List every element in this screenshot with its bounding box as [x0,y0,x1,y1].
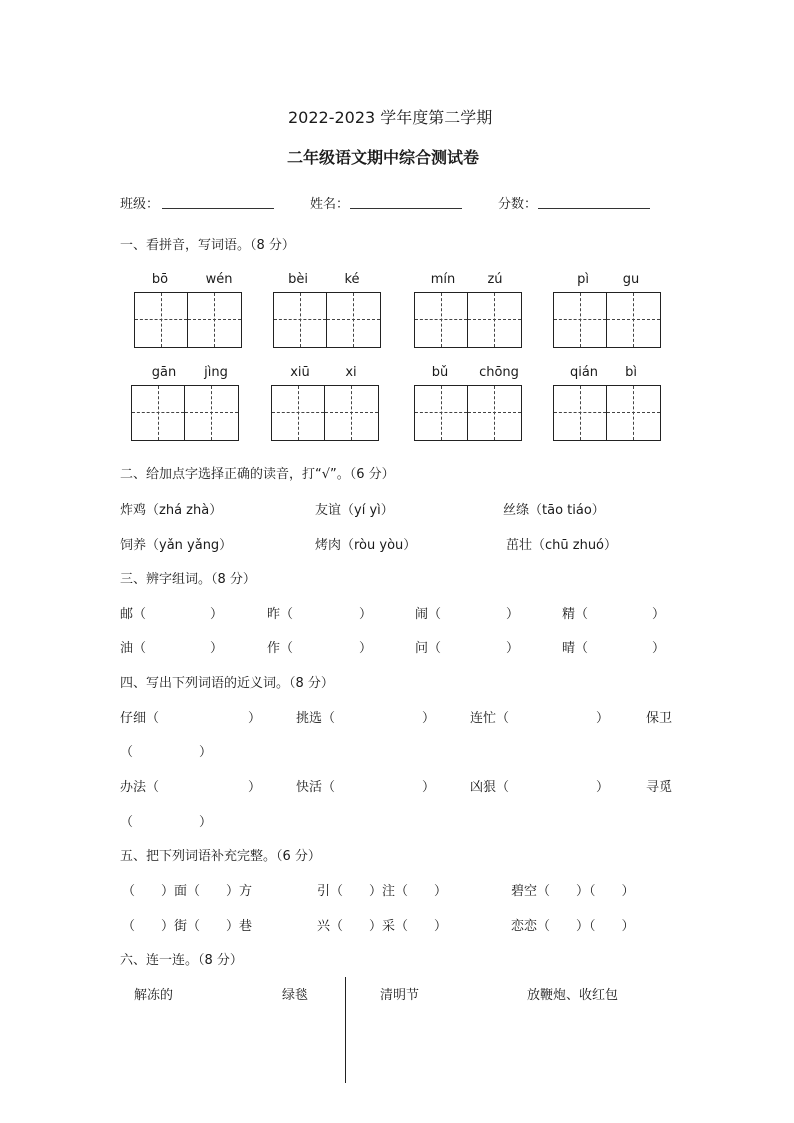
section-6-title: 六、连一连。（8 分） [120,953,243,968]
synonym-close: ） [422,780,436,795]
synonym-item: 仔细（ [120,711,160,726]
word-group-close: ） [359,607,373,622]
word-group-close: ） [652,607,666,622]
synonym-item: 连忙（ [470,711,510,726]
pinyin: xiū [290,365,310,380]
class-label: 班级： [120,197,160,212]
pinyin: bì [625,365,637,380]
completion-item: 碧空（ ）（ ） [511,884,635,899]
synonym-close: ） [248,711,262,726]
pinyin: wén [205,272,233,287]
writing-grid[interactable] [273,292,381,348]
pinyin: qián [569,365,599,380]
word-group-item: 油（ [120,641,147,656]
pinyin: xi [345,365,357,380]
word-group-close: ） [652,641,666,656]
completion-item: （ ）街（ ）巷 [122,919,253,934]
pinyin: bō [151,272,169,287]
synonym-item: 快活（ [296,780,336,795]
word-group-item: 作（ [267,641,294,656]
column-divider [345,977,346,1083]
match-item[interactable]: 绿毯 [282,988,309,1003]
synonym-close: ） [199,815,213,830]
writing-grid[interactable] [134,292,242,348]
word-group-item: 邮（ [120,607,147,622]
reading-choice[interactable]: 茁壮（chū zhuó） [506,538,618,553]
completion-item: 兴（ ）采（ ） [317,919,448,934]
word-group-close: ） [506,607,520,622]
completion-item: 恋恋（ ）（ ） [511,919,635,934]
synonym-item: 保卫 [646,711,673,726]
reading-choice[interactable]: 饲养（yǎn yǎng） [120,538,233,553]
word-group-close: ） [210,641,224,656]
writing-grid[interactable] [553,385,661,441]
reading-choice[interactable]: 丝绦（tāo tiáo） [503,503,605,518]
synonym-close: ） [596,711,610,726]
writing-grid[interactable] [414,385,522,441]
word-group-close: ） [506,641,520,656]
match-item[interactable]: 解冻的 [134,988,174,1003]
pinyin: gān [151,365,177,380]
section-2-title: 二、给加点字选择正确的读音，打“√”。（6 分） [120,467,395,482]
section-4-title: 四、写出下列词语的近义词。（8 分） [120,676,334,691]
word-group-item: 晴（ [562,641,589,656]
match-item[interactable]: 清明节 [380,988,420,1003]
class-field[interactable] [162,193,274,209]
writing-grid[interactable] [553,292,661,348]
score-field[interactable] [538,193,650,209]
synonym-close: ） [199,745,213,760]
synonym-item: （ [120,745,134,760]
writing-grid[interactable] [131,385,239,441]
writing-grid[interactable] [271,385,379,441]
word-group-item: 问（ [415,641,442,656]
pinyin: jìng [204,365,228,380]
word-group-item: 精（ [562,607,589,622]
section-3-title: 三、辨字组词。（8 分） [120,572,256,587]
pinyin: ké [344,272,360,287]
score-label: 分数： [498,197,538,212]
word-group-item: 昨（ [267,607,294,622]
pinyin: chōng [479,365,519,380]
pinyin: bǔ [431,365,449,380]
synonym-item: 寻觅 [646,780,673,795]
exam-year-title: 2022-2023 学年度第二学期 [288,108,493,127]
pinyin: pì [577,272,589,287]
pinyin: bèi [288,272,308,287]
name-field[interactable] [350,193,462,209]
word-group-item: 闹（ [415,607,442,622]
synonym-item: 凶狠（ [470,780,510,795]
synonym-close: ） [596,780,610,795]
reading-choice[interactable]: 烤肉（ròu yòu） [315,538,417,553]
pinyin: zú [487,272,503,287]
pinyin: mín [430,272,456,287]
completion-item: （ ）面（ ）方 [122,884,253,899]
reading-choice[interactable]: 炸鸡（zhá zhà） [120,503,223,518]
synonym-item: 挑选（ [296,711,336,726]
word-group-close: ） [359,641,373,656]
exam-title: 二年级语文期中综合测试卷 [287,148,480,167]
pinyin: gu [622,272,640,287]
synonym-close: ） [248,780,262,795]
completion-item: 引（ ）注（ ） [317,884,448,899]
writing-grid[interactable] [414,292,522,348]
word-group-close: ） [210,607,224,622]
synonym-item: （ [120,815,134,830]
reading-choice[interactable]: 友谊（yí yì） [315,503,394,518]
match-item[interactable]: 放鞭炮、收红包 [527,988,619,1003]
name-label: 姓名： [310,197,350,212]
section-1-title: 一、看拼音，写词语。（8 分） [120,238,295,253]
section-5-title: 五、把下列词语补充完整。（6 分） [120,849,321,864]
synonym-item: 办法（ [120,780,160,795]
synonym-close: ） [422,711,436,726]
